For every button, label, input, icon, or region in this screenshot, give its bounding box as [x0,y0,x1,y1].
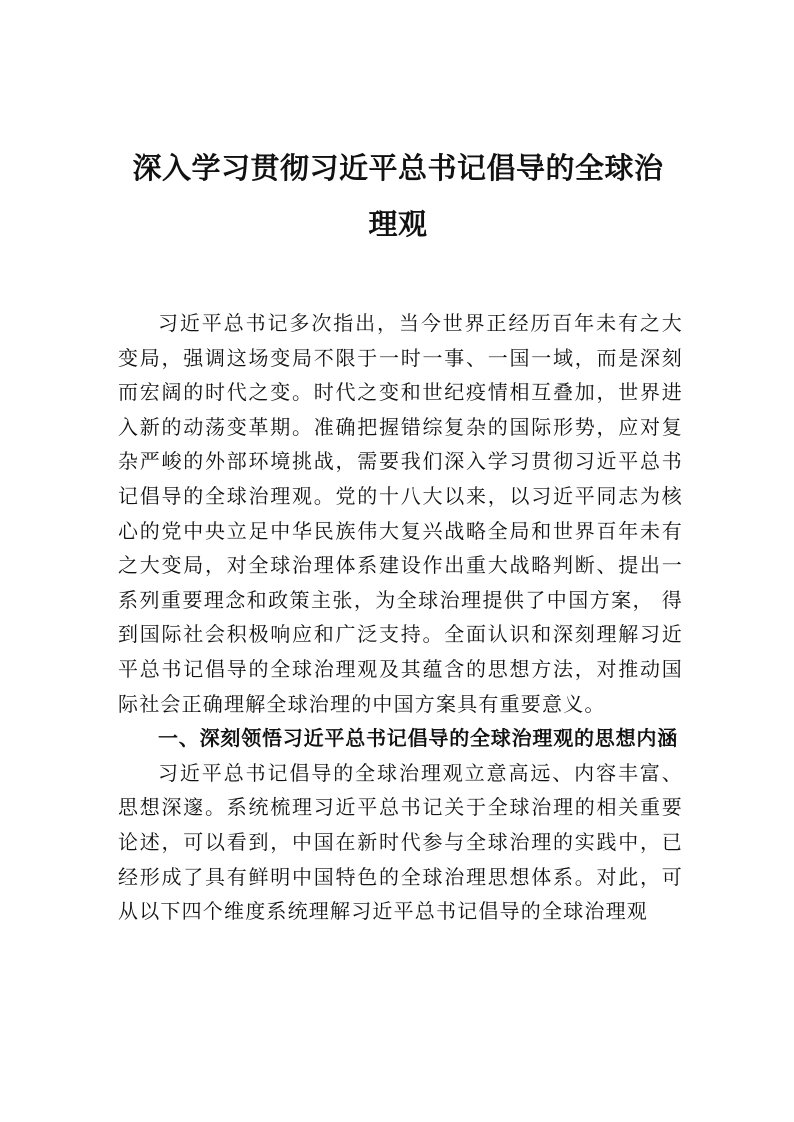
document-title: 深入学习贯彻习近平总书记倡导的全球治理观 [132,151,664,241]
section-heading: 一、深刻领悟习近平总书记倡导的全球治理观的思想内涵 [158,726,678,751]
intro-paragraph: 习近平总书记多次指出，当今世界正经历百年未有之大变局，强调这场变局不限于一时一事、一国一域，而是深刻而宏阔的时代之变。时代之变和世纪疫情相互叠加，世界进入新的动荡变革期。准确把握错综复杂的国际形势，应对复杂严峻的外部环境挑战，需要我们深入学习贯彻习近平总书记倡导的全球治理观。党的十八大以来，以习近平同志为核心的党中央立足中华民族伟大复兴战略全局和世界百年未有之大变局，对全球治理体系建设作出重大战略判断、提出一系列重要理念和政策主张，为全球治理提供了中国方案， 得到国际社会积极响应和广泛支持。全面认识和深刻理解习近平总书记倡导的全球治理观及其蕴含的思想方法，对推动国际社会正确理解全球治理的中国方案具有重要意义。 [118,311,683,716]
document-body [118,306,683,929]
section-paragraph: 习近平总书记倡导的全球治理观立意高远、内容丰富、思想深邃。系统梳理习近平总书记关于全球治理的相关重要论述，可以看到，中国在新时代参与全球治理的实践中，已经形成了具有鲜明中国特色的全球治理思想体系。对此，可从以下四个维度系统理解习近平总书记倡导的全球治理观 [118,760,683,924]
